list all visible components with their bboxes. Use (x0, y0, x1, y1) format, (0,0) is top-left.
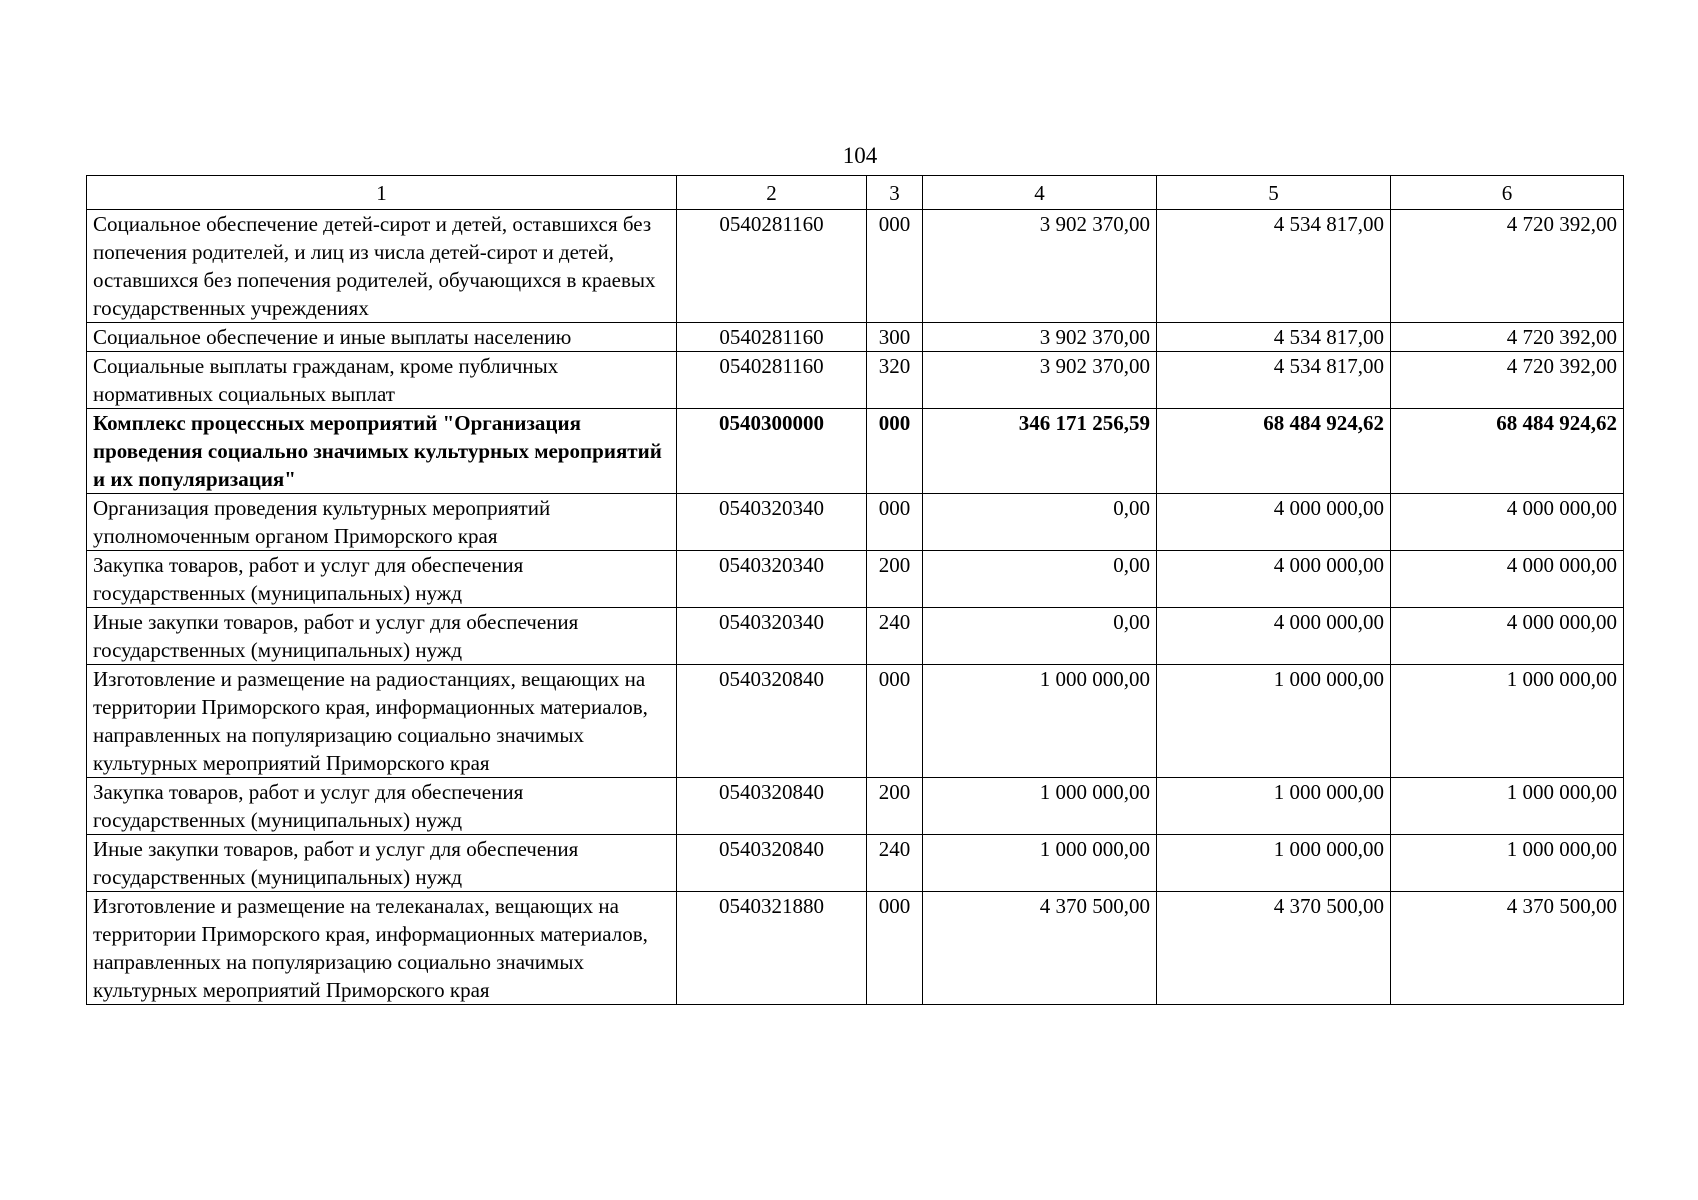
row-value-col4-cell: 4 370 500,00 (923, 892, 1157, 1005)
row-value-col4-cell: 0,00 (923, 551, 1157, 608)
row-code-cell: 0540281160 (677, 352, 867, 409)
row-value-col6-cell: 4 000 000,00 (1391, 551, 1624, 608)
table-row (87, 551, 1624, 608)
column-header: 3 (867, 176, 923, 210)
row-expense-type-cell: 320 (867, 352, 923, 409)
row-value-col6-cell: 4 370 500,00 (1391, 892, 1624, 1005)
column-header: 4 (923, 176, 1157, 210)
row-value-col6-cell: 1 000 000,00 (1391, 665, 1624, 778)
row-expense-type-cell: 200 (867, 551, 923, 608)
row-expense-type-cell: 000 (867, 892, 923, 1005)
row-value-col4-cell: 0,00 (923, 494, 1157, 551)
row-code-cell: 0540320340 (677, 551, 867, 608)
row-value-col6-cell: 4 720 392,00 (1391, 323, 1624, 352)
column-header: 6 (1391, 176, 1624, 210)
row-value-col4-cell: 1 000 000,00 (923, 835, 1157, 892)
table-row (87, 835, 1624, 892)
row-expense-type-cell: 000 (867, 494, 923, 551)
row-code-cell: 0540320840 (677, 665, 867, 778)
row-value-col4-cell: 3 902 370,00 (923, 323, 1157, 352)
row-name-cell: Закупка товаров, работ и услуг для обеспечения государственных (муниципальных) нужд (87, 551, 677, 608)
column-header: 1 (87, 176, 677, 210)
row-value-col4-cell: 1 000 000,00 (923, 778, 1157, 835)
row-expense-type-cell: 300 (867, 323, 923, 352)
row-code-cell: 0540281160 (677, 323, 867, 352)
row-value-col6-cell: 4 000 000,00 (1391, 608, 1624, 665)
row-value-col5-cell: 1 000 000,00 (1157, 835, 1391, 892)
row-value-col6-cell: 4 720 392,00 (1391, 210, 1624, 323)
row-expense-type-cell: 200 (867, 778, 923, 835)
row-name-cell: Закупка товаров, работ и услуг для обеспечения государственных (муниципальных) нужд (87, 778, 677, 835)
header-row (87, 176, 1624, 210)
row-name-cell: Иные закупки товаров, работ и услуг для обеспечения государственных (муниципальных) нужд (87, 608, 677, 665)
row-value-col5-cell: 1 000 000,00 (1157, 665, 1391, 778)
table-row (87, 352, 1624, 409)
row-value-col6-cell: 4 720 392,00 (1391, 352, 1624, 409)
row-name-cell: Иные закупки товаров, работ и услуг для обеспечения государственных (муниципальных) нужд (87, 835, 677, 892)
row-name-cell: Социальное обеспечение и иные выплаты населению (87, 323, 677, 352)
table-row (87, 608, 1624, 665)
row-value-col4-cell: 3 902 370,00 (923, 210, 1157, 323)
row-name-cell: Социальные выплаты гражданам, кроме публичных нормативных социальных выплат (87, 352, 677, 409)
row-value-col5-cell: 4 534 817,00 (1157, 352, 1391, 409)
row-expense-type-cell: 000 (867, 665, 923, 778)
row-expense-type-cell: 000 (867, 210, 923, 323)
row-code-cell: 0540320840 (677, 778, 867, 835)
row-value-col6-cell: 1 000 000,00 (1391, 778, 1624, 835)
row-value-col5-cell: 4 000 000,00 (1157, 551, 1391, 608)
column-header: 2 (677, 176, 867, 210)
row-name-cell: Организация проведения культурных мероприятий уполномоченным органом Приморского края (87, 494, 677, 551)
row-value-col6-cell: 68 484 924,62 (1391, 409, 1624, 494)
table-row (87, 409, 1624, 494)
row-expense-type-cell: 000 (867, 409, 923, 494)
table-row (87, 892, 1624, 1005)
row-name-cell: Изготовление и размещение на телеканалах, вещающих на территории Приморского края, информационных материалов, направленных на популяризацию социально значимых культурных мероприятий Приморского края (87, 892, 677, 1005)
row-value-col5-cell: 68 484 924,62 (1157, 409, 1391, 494)
row-value-col5-cell: 1 000 000,00 (1157, 778, 1391, 835)
row-expense-type-cell: 240 (867, 835, 923, 892)
row-value-col6-cell: 4 000 000,00 (1391, 494, 1624, 551)
row-value-col5-cell: 4 000 000,00 (1157, 494, 1391, 551)
row-value-col5-cell: 4 370 500,00 (1157, 892, 1391, 1005)
row-value-col5-cell: 4 534 817,00 (1157, 323, 1391, 352)
table-row (87, 210, 1624, 323)
row-code-cell: 0540300000 (677, 409, 867, 494)
row-value-col5-cell: 4 534 817,00 (1157, 210, 1391, 323)
table-row (87, 323, 1624, 352)
row-code-cell: 0540320340 (677, 608, 867, 665)
row-name-cell: Социальное обеспечение детей-сирот и детей, оставшихся без попечения родителей, и лиц из числа детей-сирот и детей, оставшихся без попечения родителей, обучающихся в краевых государственных учреждениях (87, 210, 677, 323)
row-expense-type-cell: 240 (867, 608, 923, 665)
row-code-cell: 0540281160 (677, 210, 867, 323)
table-body (87, 210, 1624, 1005)
row-value-col5-cell: 4 000 000,00 (1157, 608, 1391, 665)
row-name-cell: Изготовление и размещение на радиостанциях, вещающих на территории Приморского края, информационных материалов, направленных на популяризацию социально значимых культурных мероприятий Приморского края (87, 665, 677, 778)
table-row (87, 494, 1624, 551)
row-value-col4-cell: 3 902 370,00 (923, 352, 1157, 409)
table-row (87, 778, 1624, 835)
row-code-cell: 0540321880 (677, 892, 867, 1005)
row-code-cell: 0540320340 (677, 494, 867, 551)
row-code-cell: 0540320840 (677, 835, 867, 892)
row-value-col4-cell: 346 171 256,59 (923, 409, 1157, 494)
row-value-col4-cell: 0,00 (923, 608, 1157, 665)
row-name-cell: Комплекс процессных мероприятий "Организация проведения социально значимых культурных мероприятий и их популяризация" (87, 409, 677, 494)
table-row (87, 665, 1624, 778)
column-header: 5 (1157, 176, 1391, 210)
row-value-col6-cell: 1 000 000,00 (1391, 835, 1624, 892)
budget-table (86, 175, 1624, 1005)
page-number: 104 (842, 143, 878, 168)
row-value-col4-cell: 1 000 000,00 (923, 665, 1157, 778)
